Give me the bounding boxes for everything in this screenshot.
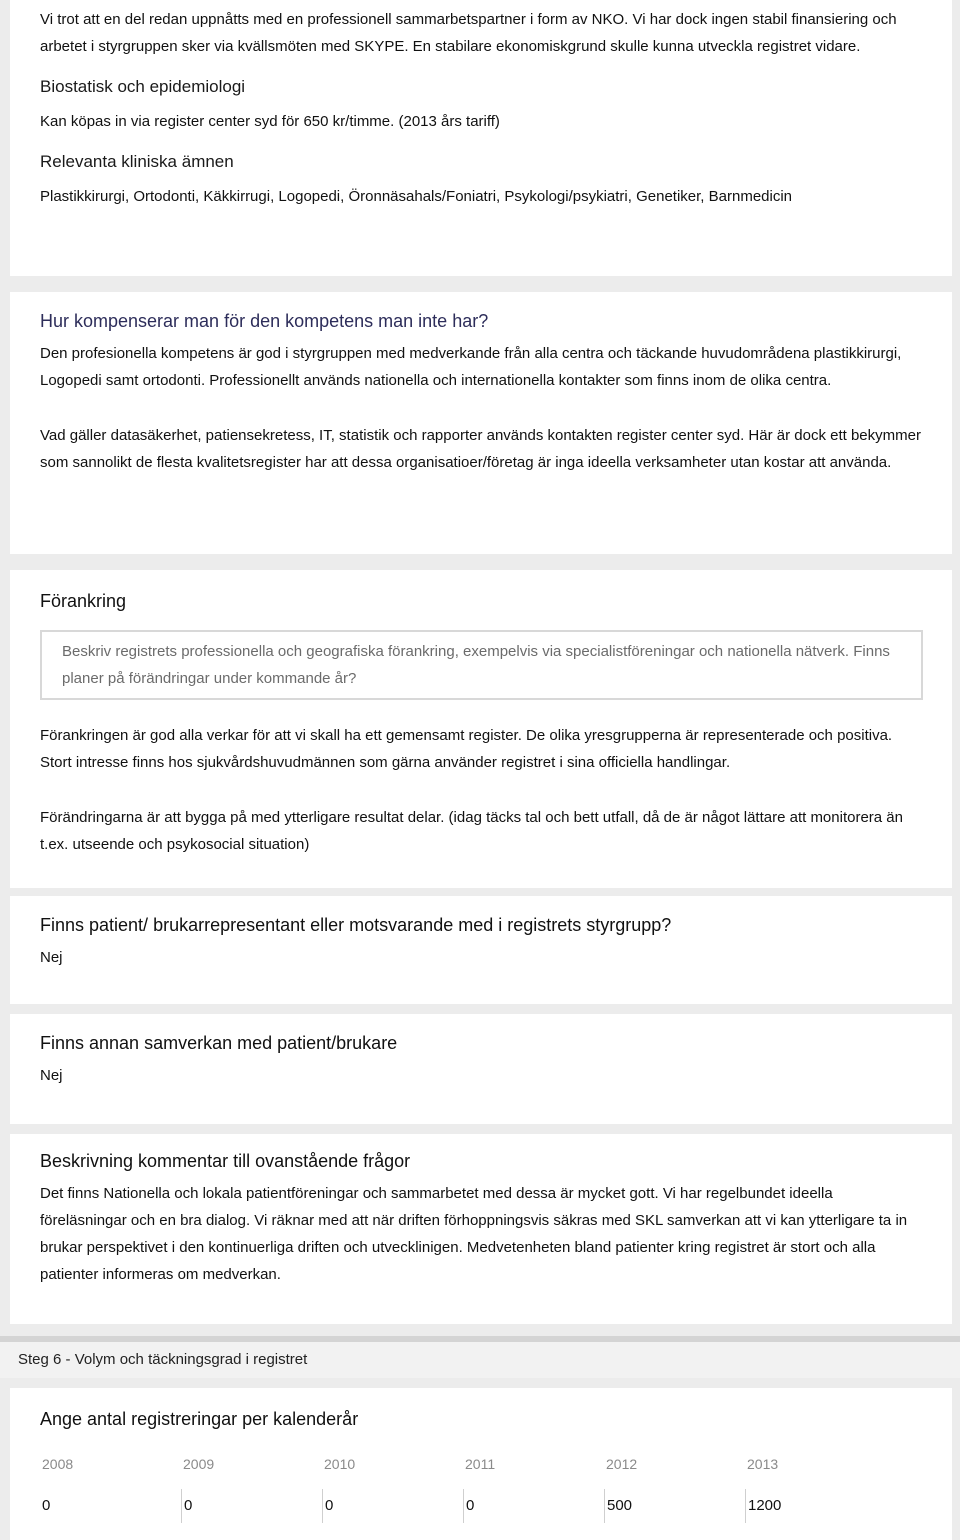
patient-rep-answer: Nej	[40, 949, 63, 966]
year-value: 0	[463, 1489, 604, 1523]
year-value: 0	[322, 1489, 463, 1523]
kompetens-heading: Hur kompenserar man för den kompetens man inte har?	[40, 311, 489, 331]
year-value: 0	[181, 1489, 322, 1523]
clinical-text: Plastikkirurgi, Ortodonti, Käkkirrugi, Logopedi, Öronnäsahals/Foniatri, Psykologi/psykiatri, Genetiker, Barnmedicin	[40, 188, 793, 205]
year-value-row	[40, 1489, 933, 1523]
step-header: Steg 6 - Volym och täckningsgrad i registret	[0, 1336, 960, 1378]
year-label: 2012	[606, 1456, 638, 1472]
forankring-heading: Förankring	[40, 591, 127, 611]
kompetens-paragraph-2: Vad gäller datasäkerhet, patiensekretess, IT, statistik och rapporter används kontakten register center syd. Här är dock ett bekymmer som sannolikt de flesta kvalitetsregister har att dessa organisatioer/företag är inga ideella verksamheter utan kostar att använda.	[40, 427, 921, 471]
year-label: 2010	[324, 1456, 356, 1472]
year-value: 500	[604, 1489, 745, 1523]
registreringar-section	[10, 1388, 952, 1540]
year-label: 2009	[183, 1456, 215, 1472]
samverkan-heading: Finns annan samverkan med patient/brukare	[40, 1033, 398, 1053]
year-value: 0	[42, 1497, 51, 1514]
year-label: 2013	[747, 1456, 779, 1472]
kompetens-section	[10, 292, 952, 554]
clinical-heading: Relevanta kliniska ämnen	[40, 152, 234, 171]
forankring-hint: Beskriv registrets professionella och geografiska förankring, exempelvis via specialistföreningar och nationella nätverk. Finns planer på förändringar under kommande år?	[40, 630, 923, 700]
year-label: 2008	[42, 1456, 74, 1472]
samverkan-section	[10, 1014, 952, 1124]
year-label: 2011	[465, 1456, 496, 1472]
kommentar-heading: Beskrivning kommentar till ovanstående frågor	[40, 1151, 411, 1171]
patient-rep-section	[10, 896, 952, 1004]
year-value: 1200	[745, 1489, 886, 1523]
samverkan-answer: Nej	[40, 1067, 63, 1084]
intro-section	[10, 0, 952, 276]
intro-paragraph: Vi trot att en del redan uppnåtts med en professionell sammarbetspartner i form av NKO. Vi har dock ingen stabil finansiering och arbetet i styrgruppen sker via kvällsmöten med SKYPE. En stabilare ekonomiskgrund skulle kunna utveckla registret vidare.	[40, 11, 897, 55]
biostat-text: Kan köpas in via register center syd för 650 kr/timme. (2013 års tariff)	[40, 113, 500, 130]
forankring-section	[10, 570, 952, 888]
forankring-paragraph-2: Förändringarna är att bygga på med ytterligare resultat delar. (idag täcks tal och bett utfall, då de är något lättare att monitorera än t.ex. utseende och psykosocial situation)	[40, 809, 903, 853]
kompetens-paragraph-1: Den profesionella kompetens är god i styrgruppen med medverkande från alla centra och täckande huvudområdena plastikkirurgi, Logopedi samt ortodonti. Professionellt används nationella och internationella kontakter som finns inom de olika centra.	[40, 345, 902, 389]
kommentar-text: Det finns Nationella och lokala patientföreningar och sammarbetet med dessa är mycket gott. Vi har regelbundet ideella föreläsningar och en bra dialog. Vi räknar med att när driften förhoppningsvis säkras med SKL samverkan att vi kan ytterligare ta in brukar perspektivet i den kontinuerliga driften och utvecklinigen. Medvetenheten bland patienter kring registret är stort och alla patienter informeras om medverkan.	[40, 1185, 908, 1283]
year-header-row	[40, 1456, 933, 1472]
patient-rep-heading: Finns patient/ brukarrepresentant eller motsvarande med i registrets styrgrupp?	[40, 915, 672, 935]
kommentar-section	[10, 1134, 952, 1324]
biostat-heading: Biostatisk och epidemiologi	[40, 77, 246, 96]
forankring-paragraph-1: Förankringen är god alla verkar för att vi skall ha ett gemensamt register. De olika yresgrupperna är representerade och positiva. Stort intresse finns hos sjukvårdshuvudmännen som gärna använder registret i sina officiella handlingar.	[40, 727, 893, 771]
registreringar-heading: Ange antal registreringar per kalenderår	[40, 1409, 359, 1429]
